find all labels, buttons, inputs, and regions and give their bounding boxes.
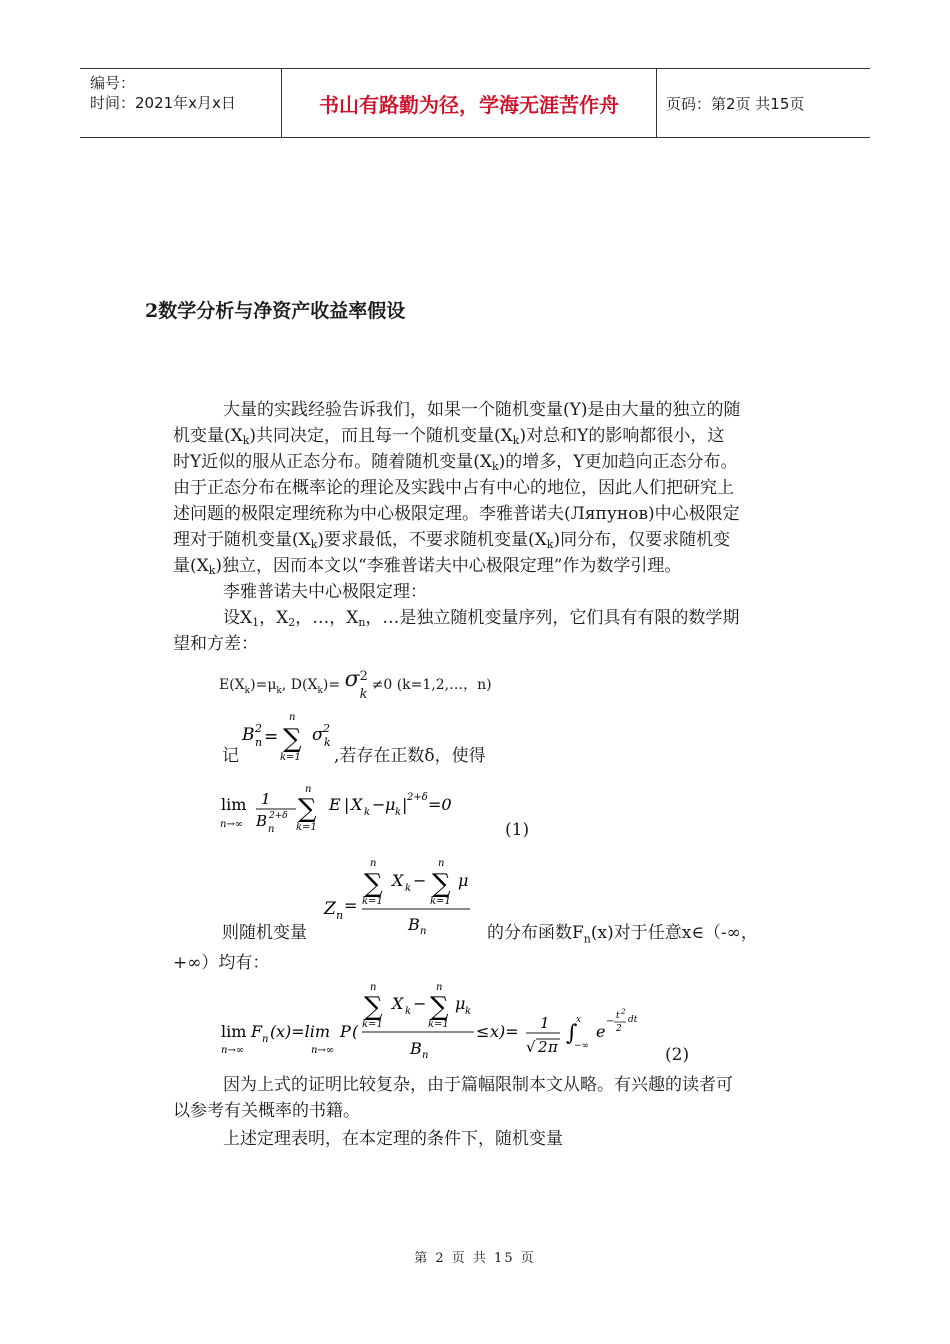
svg-text:2: 2 — [538, 1038, 548, 1056]
para1-line5: 述问题的极限定理统称为中心极限定理。李雅普诺夫(Ляпунов)中心极限定 — [173, 504, 740, 524]
svg-text:−: − — [606, 1016, 615, 1027]
note-suffix: ,若存在正数δ，使得 — [334, 746, 486, 766]
svg-text:k: k — [364, 807, 371, 818]
svg-text:n→∞: n→∞ — [311, 1045, 335, 1056]
assume-line2: 望和方差： — [173, 634, 258, 654]
svg-text:n: n — [289, 712, 296, 723]
time-label: 时间：2021年x月x日 — [90, 94, 236, 112]
svg-text:k=1: k=1 — [362, 896, 383, 907]
svg-text:n: n — [262, 1034, 269, 1045]
number-label: 编号： — [90, 74, 136, 92]
equation-1-number: (1) — [505, 820, 530, 840]
svg-text:k=1: k=1 — [362, 1019, 383, 1030]
svg-text:x: x — [576, 1015, 582, 1025]
para2-line2: 以参考有关概率的书籍。 — [173, 1101, 360, 1121]
lyapunov-condition-equation — [218, 780, 478, 838]
svg-text:E: E — [329, 795, 341, 814]
svg-text:n: n — [305, 784, 312, 795]
svg-text:k: k — [465, 1006, 472, 1017]
svg-text:√: √ — [526, 1038, 536, 1056]
svg-text:n: n — [255, 736, 263, 749]
document-header — [80, 68, 870, 138]
svg-text:n: n — [422, 1050, 429, 1061]
svg-text:X: X — [351, 795, 363, 814]
svg-text:∑: ∑ — [364, 869, 383, 899]
note-prefix: 记 — [222, 746, 239, 766]
para3-line1: 上述定理表明，在本定理的条件下，随机变量 — [223, 1129, 563, 1149]
svg-text:X: X — [392, 994, 404, 1013]
svg-text:n: n — [370, 982, 377, 993]
clt-equation — [218, 982, 658, 1062]
svg-text:=: = — [264, 727, 279, 747]
svg-text:B: B — [408, 915, 420, 934]
page-info: 页码：第2页 共15页 — [666, 94, 805, 113]
svg-text:)=lim: )=lim — [285, 1022, 331, 1041]
para1-line3: 时Y近似的服从正态分布。随着随机变量$(X_k)$的增多，Y更加趋向正态分布。 — [173, 452, 738, 473]
then-line2: +∞）均有： — [173, 953, 270, 973]
svg-text:2: 2 — [323, 722, 330, 735]
svg-text:μ: μ — [458, 871, 469, 890]
para1-line4: 由于正态分布在概率论的理论及实践中占有中心的地位，因此人们把研究上 — [173, 478, 734, 498]
svg-text:B: B — [256, 812, 268, 830]
svg-text:∫: ∫ — [566, 1021, 578, 1046]
svg-text:|: | — [344, 795, 350, 814]
svg-text:n: n — [436, 982, 443, 993]
svg-text:2: 2 — [621, 1008, 626, 1016]
page-footer: 第 2 页 共 15 页 — [414, 1251, 536, 1266]
svg-text:μ: μ — [455, 994, 466, 1013]
svg-text:−: − — [413, 994, 427, 1013]
header-meta-cell — [80, 69, 282, 137]
para2-line1: 因为上式的证明比较复杂，由于篇幅限制本文从略。有兴趣的读者可 — [223, 1075, 733, 1095]
svg-text:n→∞: n→∞ — [220, 819, 244, 830]
paragraph-2 — [173, 1072, 813, 1152]
svg-text:|: | — [402, 795, 408, 814]
svg-text:n: n — [438, 858, 445, 869]
para1-line2: 机变量$(X_k)$共同决定，而且每一个随机变量$(X_k)$对总和Y的影响都很小，这 — [173, 426, 725, 447]
svg-text:−∞: −∞ — [574, 1041, 590, 1051]
assume-line1: 设$X_1$，$X_2$，…，$X_n$，…是独立随机变量序列，它们具有有限的数学期 — [223, 608, 740, 629]
svg-text:)=: )= — [499, 1022, 519, 1041]
svg-text:x: x — [276, 1022, 286, 1041]
motto: 书山有路勤为径，学海无涯苦作舟 — [282, 69, 657, 137]
svg-text:n→∞: n→∞ — [221, 1045, 245, 1056]
theorem-label: 李雅普诺夫中心极限定理： — [223, 582, 427, 602]
svg-text:lim: lim — [221, 795, 247, 814]
then-suffix: 的分布函数$F_n(x)$对于任意x∈（-∞， — [487, 923, 758, 946]
para1-line6: 理对于随机变量$(X_k)$要求最低，不要求随机变量$(X_k)$同分布，仅要求随机变 — [173, 530, 731, 551]
zn-definition — [322, 852, 472, 942]
svg-text:B: B — [410, 1039, 422, 1058]
svg-text:x: x — [490, 1022, 500, 1041]
svg-text:n: n — [336, 909, 344, 922]
svg-text:−: − — [372, 795, 386, 814]
svg-text:lim: lim — [221, 1022, 247, 1041]
svg-text:−: − — [413, 871, 427, 890]
svg-text:∑: ∑ — [430, 992, 449, 1022]
para1-line1: 大量的实践经验告诉我们，如果一个随机变量(Y)是由大量的独立的随 — [223, 400, 741, 420]
svg-text:=: = — [344, 896, 358, 915]
svg-text:k: k — [395, 807, 402, 818]
svg-text:k: k — [405, 883, 412, 894]
svg-text:1: 1 — [261, 790, 271, 808]
svg-text:P: P — [340, 1022, 351, 1041]
paragraph-1 — [173, 397, 813, 657]
svg-text:X: X — [392, 871, 404, 890]
svg-text:≤: ≤ — [476, 1022, 490, 1041]
svg-text:(: ( — [352, 1022, 359, 1041]
equation-2-number: (2) — [665, 1045, 690, 1065]
svg-text:k: k — [405, 1006, 412, 1017]
svg-text:n: n — [370, 858, 377, 869]
svg-text:∑: ∑ — [364, 992, 383, 1022]
svg-text:k=1: k=1 — [280, 752, 301, 763]
svg-text:dt: dt — [628, 1015, 638, 1025]
svg-text:B: B — [242, 725, 255, 745]
svg-text:2+δ: 2+δ — [407, 792, 428, 803]
svg-text:2: 2 — [616, 1024, 622, 1034]
svg-text:∑: ∑ — [432, 869, 451, 899]
svg-text:k=1: k=1 — [296, 822, 317, 833]
then-prefix: 则随机变量 — [222, 923, 307, 943]
svg-text:∑: ∑ — [298, 794, 317, 824]
svg-text:k=1: k=1 — [430, 896, 451, 907]
section-title: 2数学分析与净资产收益率假设 — [145, 300, 406, 322]
svg-text:σ: σ — [312, 725, 324, 745]
svg-text:t: t — [616, 1011, 620, 1021]
svg-text:2: 2 — [255, 722, 262, 735]
svg-text:e: e — [596, 1022, 606, 1041]
svg-text:π: π — [548, 1038, 558, 1056]
svg-text:Z: Z — [324, 899, 336, 919]
expectation-line: $E(X_k)=\mu_k$, $D(X_k)= \sigma$ 2 k ≠0 (k=1,2,…，n) — [219, 667, 492, 702]
svg-text:1: 1 — [540, 1014, 550, 1032]
svg-text:=0: =0 — [428, 795, 452, 814]
svg-text:n: n — [420, 926, 427, 937]
svg-text:n: n — [268, 824, 275, 835]
svg-text:2+δ: 2+δ — [269, 811, 288, 821]
svg-text:(: ( — [270, 1022, 277, 1041]
svg-text:F: F — [251, 1022, 263, 1041]
svg-text:k: k — [324, 736, 331, 749]
svg-text:k=1: k=1 — [428, 1019, 449, 1030]
svg-text:∑: ∑ — [283, 724, 302, 754]
svg-text:μ: μ — [385, 795, 396, 814]
para1-line7: 量$(X_k)$独立，因而本文以“李雅普诺夫中心极限定理”作为数学引理。 — [173, 556, 682, 577]
